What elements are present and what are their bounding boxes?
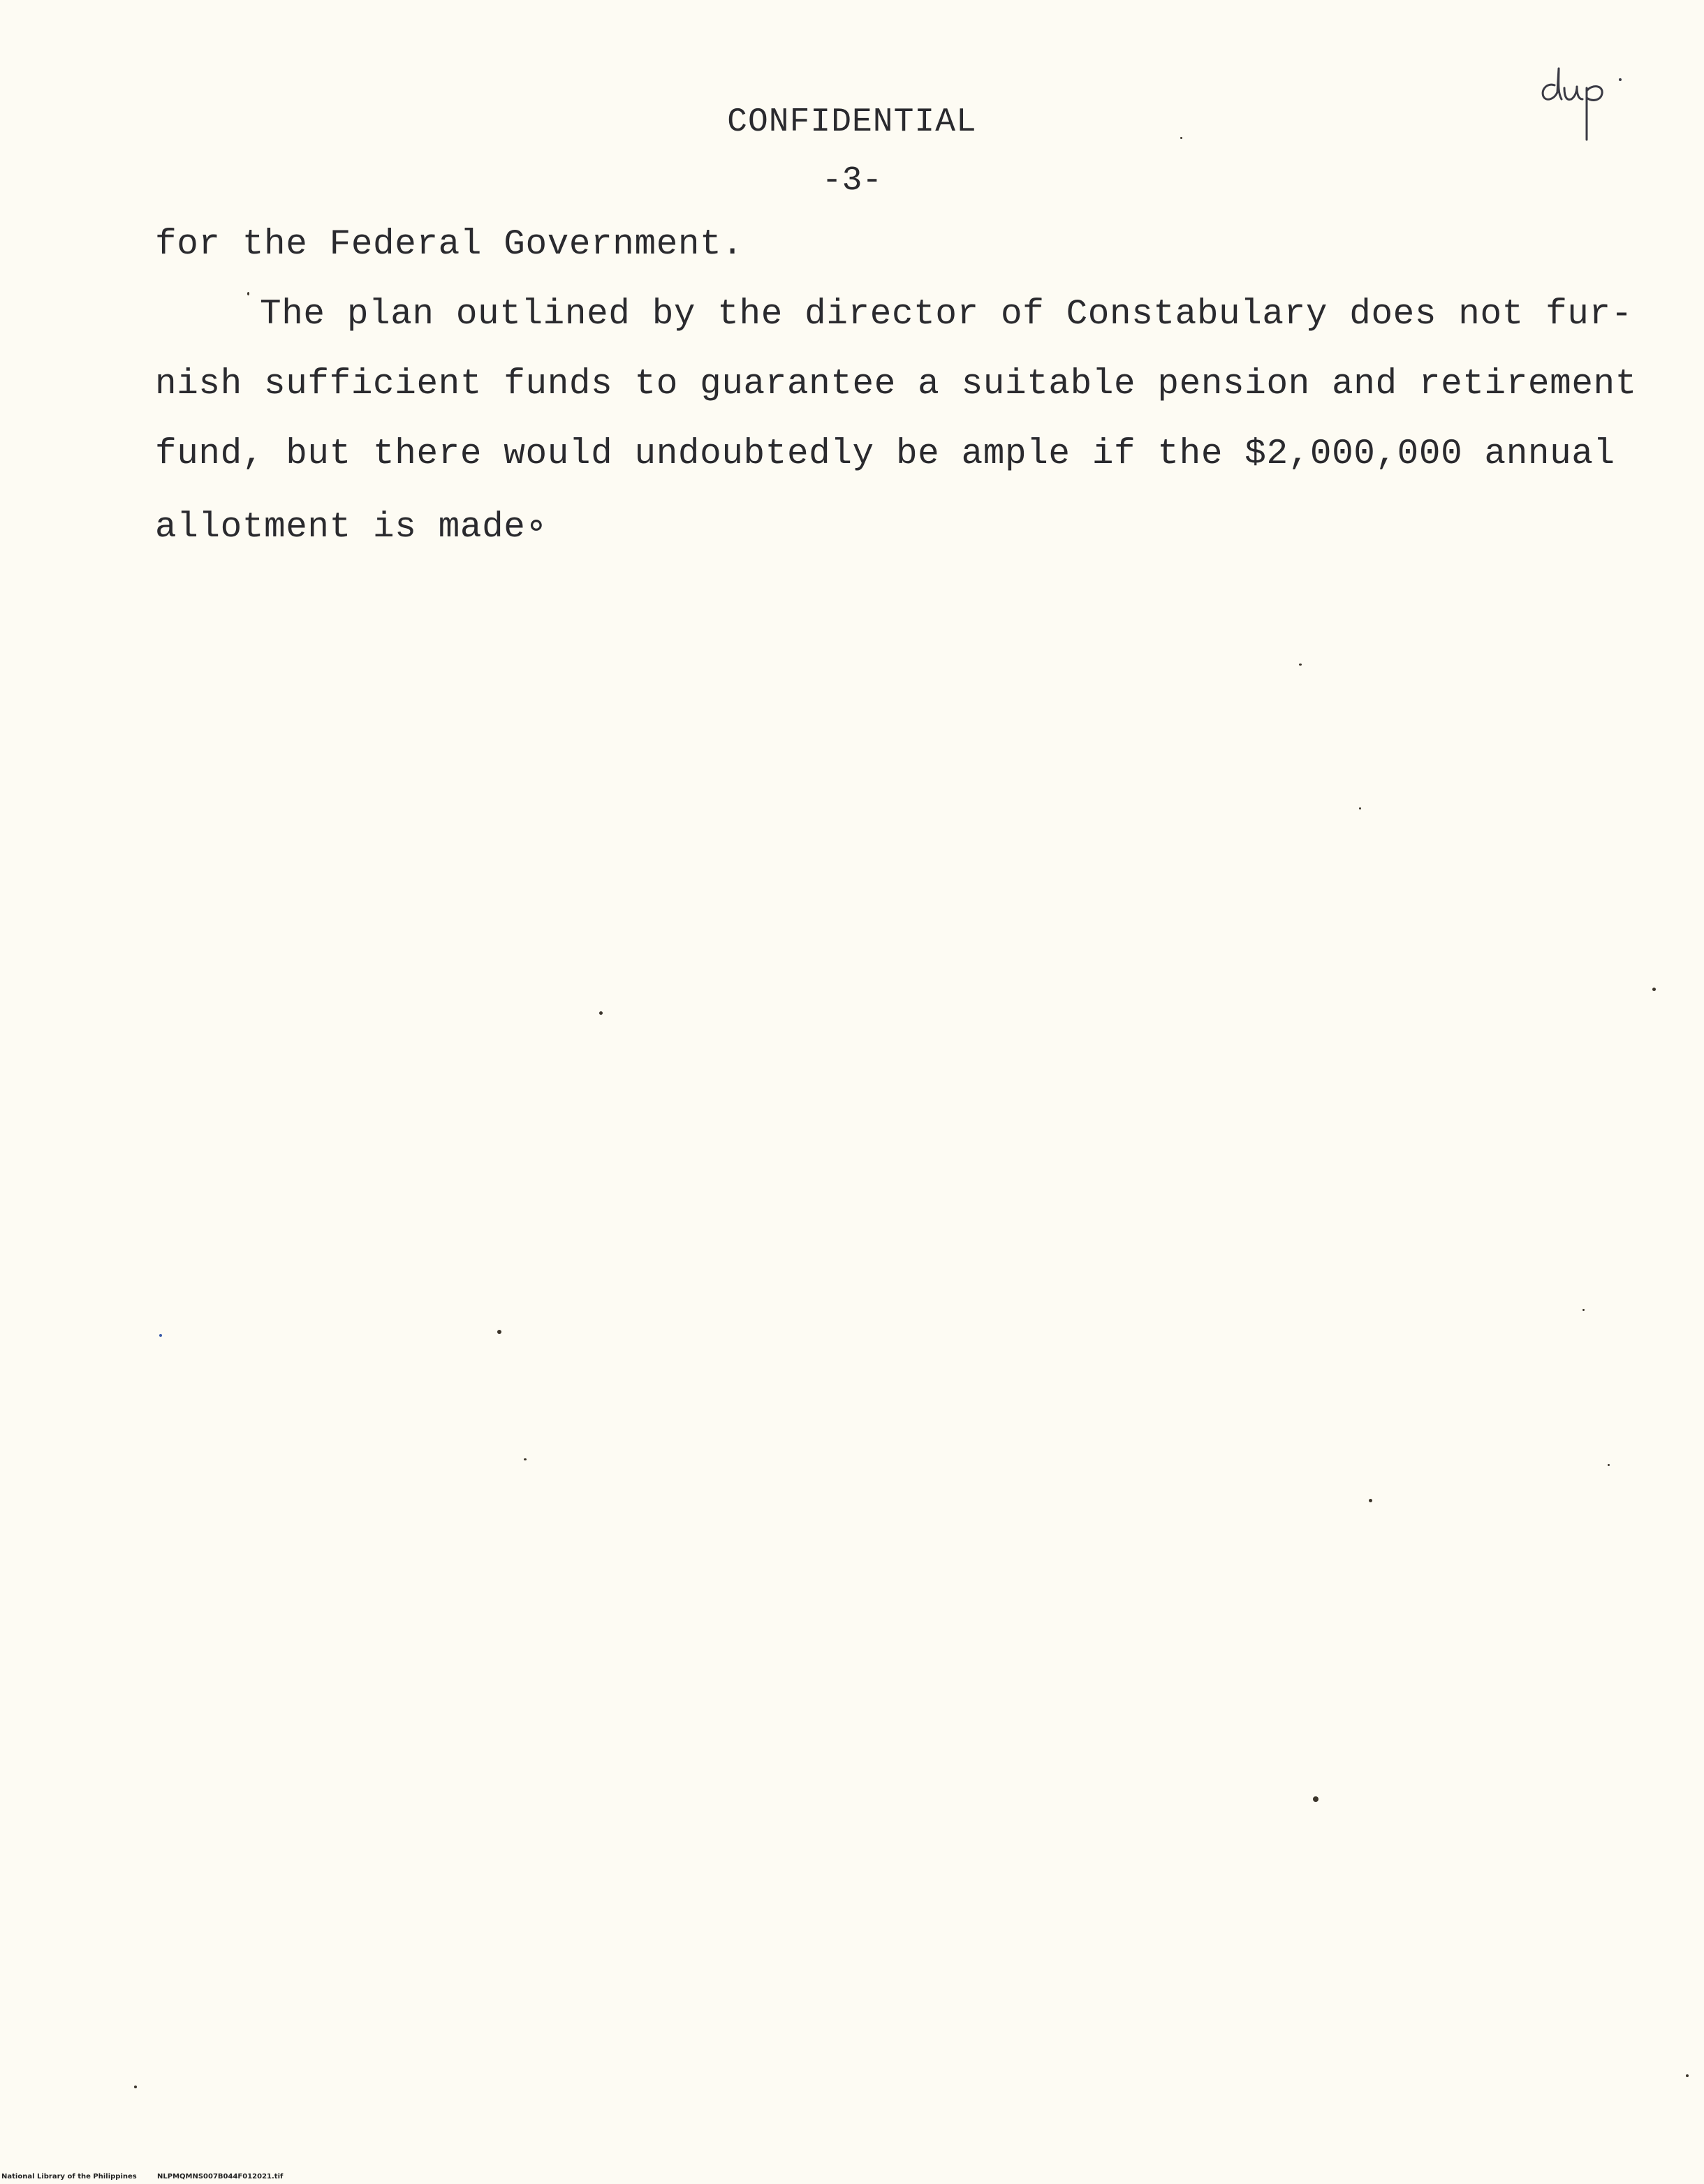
page-number: -3- [821, 162, 883, 200]
paper-speck [1369, 1499, 1372, 1502]
paper-speck [134, 2086, 137, 2088]
paper-speck [1608, 1464, 1610, 1466]
paper-speck [1582, 1309, 1585, 1311]
paper-speck [247, 292, 249, 295]
paper-speck [599, 1011, 603, 1015]
paper-speck [1180, 137, 1182, 139]
handwritten-annotation-dup [1535, 49, 1640, 147]
paper-speck [1299, 664, 1302, 666]
paper-speck [1313, 1796, 1319, 1802]
paper-speck [1652, 988, 1656, 991]
body-line-2: The plan outlined by the director of Constabulary does not fur- [260, 295, 1633, 335]
body-line-3: nish sufficient funds to guarantee a suitable pension and retirement [155, 365, 1637, 404]
body-line-1: for the Federal Government. [155, 225, 744, 265]
paper-speck [497, 1330, 501, 1334]
footer-credit: National Library of the Philippines [1, 2173, 137, 2181]
paper-speck [159, 1334, 162, 1337]
document-heading: CONFIDENTIAL [727, 103, 977, 141]
paper-speck [524, 1458, 527, 1460]
body-line-5: allotment is made∘ [155, 508, 548, 548]
paper-speck [1686, 2074, 1689, 2077]
body-line-4: fund, but there would undoubtedly be ample if the $2,000,000 annual [155, 434, 1615, 474]
footer-file-id: NLPMQMNS007B044F012021.tif [157, 2173, 284, 2181]
paper-speck [1359, 807, 1361, 809]
